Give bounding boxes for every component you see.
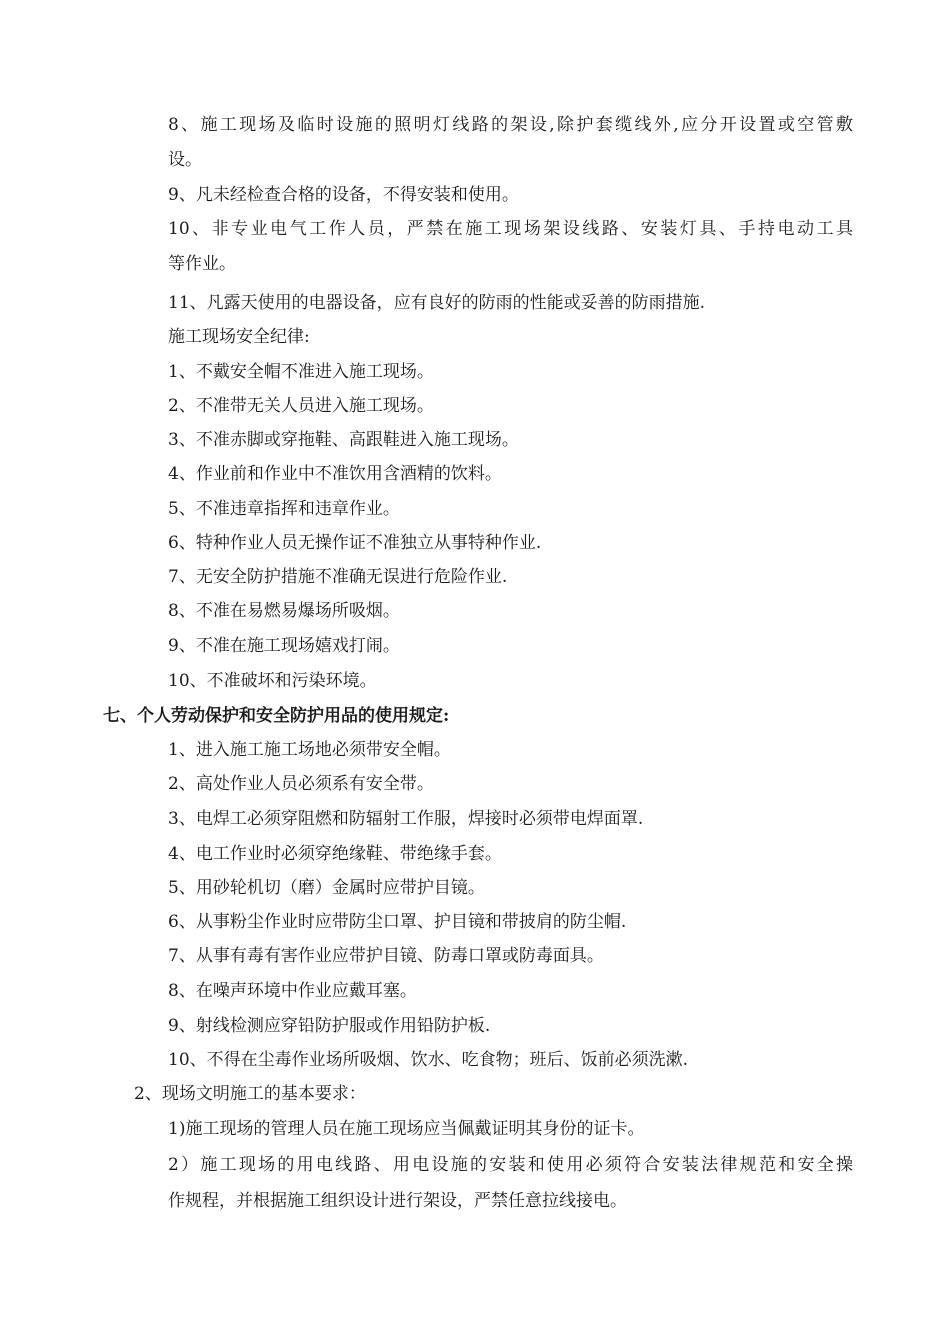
discipline-item: 6、特种作业人员无操作证不准独立从事特种作业. xyxy=(168,533,542,553)
discipline-item: 4、作业前和作业中不准饮用含酒精的饮料。 xyxy=(168,464,502,484)
item-9: 9、凡未经检查合格的设备，不得安装和使用。 xyxy=(168,185,519,205)
discipline-item: 1、不戴安全帽不准进入施工现场。 xyxy=(168,362,434,382)
ppe-item: 5、用砂轮机切（磨）金属时应带护目镜。 xyxy=(168,878,485,898)
ppe-item: 10、不得在尘毒作业场所吸烟、饮水、吃食物；班后、饭前必须洗漱. xyxy=(168,1050,689,1070)
ppe-item: 1、进入施工施工场地必须带安全帽。 xyxy=(168,740,451,760)
ppe-item: 2、高处作业人员必须系有安全带。 xyxy=(168,774,434,794)
item-10-line-2: 等作业。 xyxy=(168,254,236,274)
ppe-item: 4、电工作业时必须穿绝缘鞋、带绝缘手套。 xyxy=(168,844,502,864)
ppe-item: 7、从事有毒有害作业应带护目镜、防毒口罩或防毒面具。 xyxy=(168,946,604,966)
ppe-item: 6、从事粉尘作业时应带防尘口罩、护目镜和带披肩的防尘帽. xyxy=(168,912,627,932)
civilized-item-2-line-1: 2）施工现场的用电线路、用电设施的安装和使用必须符合安装法律规范和安全操 xyxy=(168,1155,853,1175)
section-seven-heading: 七、个人劳动保护和安全防护用品的使用规定: xyxy=(103,706,450,726)
civilized-item-2-line-2: 作规程，并根据施工组织设计进行架设，严禁任意拉线接电。 xyxy=(168,1191,627,1211)
ppe-item: 3、电焊工必须穿阻燃和防辐射工作服，焊接时必须带电焊面罩. xyxy=(168,809,644,829)
discipline-item: 7、无安全防护措施不准确无误进行危险作业. xyxy=(168,567,508,587)
discipline-item: 2、不准带无关人员进入施工现场。 xyxy=(168,396,434,416)
ppe-item: 8、在噪声环境中作业应戴耳塞。 xyxy=(168,981,417,1001)
item-8-line-2: 设。 xyxy=(168,150,202,170)
civilized-title: 2、现场文明施工的基本要求： xyxy=(134,1084,366,1104)
discipline-item: 5、不准违章指挥和违章作业。 xyxy=(168,499,400,519)
discipline-item: 10、不准破坏和污染环境。 xyxy=(168,671,377,691)
civilized-item-1: 1)施工现场的管理人员在施工现场应当佩戴证明其身份的证卡。 xyxy=(168,1119,645,1139)
ppe-item: 9、射线检测应穿铅防护服或作用铅防护板. xyxy=(168,1016,491,1036)
discipline-item: 3、不准赤脚或穿拖鞋、高跟鞋进入施工现场。 xyxy=(168,430,519,450)
item-11: 11、凡露天使用的电器设备，应有良好的防雨的性能或妥善的防雨措施. xyxy=(168,293,706,313)
discipline-item: 9、不准在施工现场嬉戏打闹。 xyxy=(168,636,400,656)
item-8-line-1: 8、施工现场及临时设施的照明灯线路的架设,除护套缆线外,应分开设置或空管敷 xyxy=(168,115,853,135)
item-10-line-1: 10、非专业电气工作人员，严禁在施工现场架设线路、安装灯具、手持电动工具 xyxy=(168,219,853,239)
discipline-item: 8、不准在易燃易爆场所吸烟。 xyxy=(168,601,400,621)
discipline-title: 施工现场安全纪律: xyxy=(168,327,310,347)
